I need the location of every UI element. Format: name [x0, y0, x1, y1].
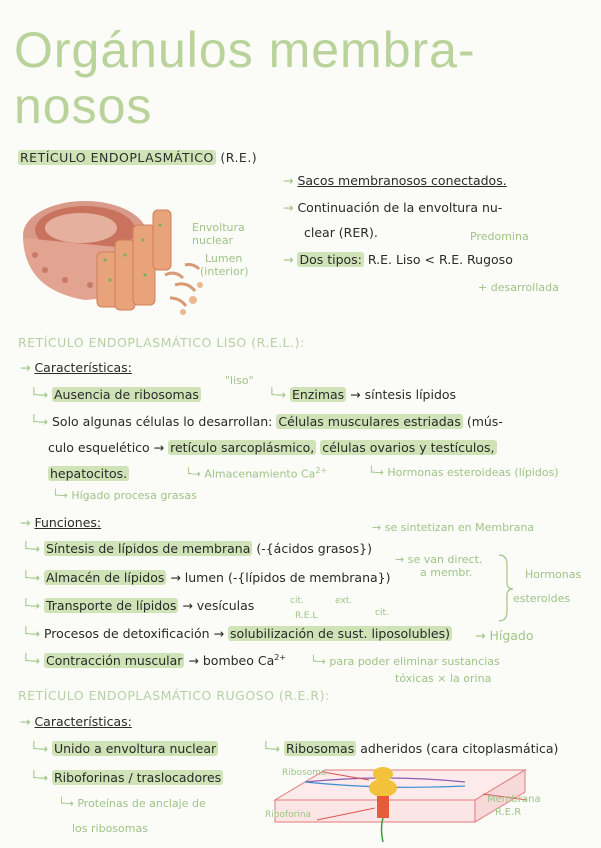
rel-f1: └→ Síntesis de lípidos de membrana (-{ácidos grasos}): [22, 541, 372, 556]
rel-funciones: → Funciones:: [20, 515, 102, 530]
rel-cit2: cit.: [375, 608, 389, 618]
rel-ext: ext.: [335, 596, 353, 606]
rel-hormonas2a: Hormonas: [525, 568, 582, 581]
rel-higado: └→ Hígado procesa grasas: [52, 489, 197, 502]
re-point-2a: → Continuación de la envoltura nu-: [283, 200, 503, 215]
rel-liso: "liso": [225, 374, 254, 387]
rel-line2: culo esquelético → retículo sarcoplásmico, células ovarios y testículos,: [48, 440, 495, 455]
rer-proteinas-1: └→ Proteínas de anclaje de: [58, 797, 206, 810]
label-envoltura-2: nuclear: [192, 234, 234, 247]
re-heading-text: RETÍCULO ENDOPLASMÁTICO: [20, 150, 214, 165]
rel-almacen-ca: └→ Almacenamiento $Ca^{2+}$: [185, 466, 328, 481]
rel-f4: └→ Procesos de detoxificación → solubilización de sust. liposolubles): [22, 626, 451, 641]
rel-f3: └→ Transporte de lípidos → vesículas: [22, 598, 255, 613]
er-illustration: [15, 180, 215, 330]
rel-ausencia: └→ Ausencia de ribosomas: [30, 387, 199, 402]
re-point-3: → Dos tipos: R.E. Liso < R.E. Rugoso: [283, 252, 513, 267]
re-point-1: → Sacos membranosos conectados.: [283, 173, 507, 188]
rel-hormonas: └→ Hormonas esteroideas (lípidos): [368, 466, 559, 479]
brace: [495, 553, 515, 623]
rel-heading: RETÍCULO ENDOPLASMÁTICO LISO (R.E.L.):: [18, 335, 305, 350]
rer-proteinas-2: los ribosomas: [72, 822, 148, 835]
lbl-ribosoma: Ribosoma: [282, 768, 327, 778]
label-envoltura-1: Envoltura: [192, 221, 245, 234]
rel-hormonas2b: esteroides: [513, 592, 571, 605]
re-heading-abbr: (R.E.): [220, 150, 258, 165]
rel-solo: └→ Solo algunas células lo desarrollan: Células musculares estriadas (mús-: [30, 414, 503, 429]
rel-cit1: cit.: [290, 596, 304, 606]
rer-riboforinas: └→ Riboforinas / traslocadores: [30, 770, 222, 785]
predomina: Predomina: [470, 230, 529, 243]
page-title-cont: nosos: [14, 78, 153, 134]
rel-rel-small: R.E.L: [295, 611, 318, 621]
rer-heading: RETÍCULO ENDOPLASMÁTICO RUGOSO (R.E.R):: [18, 688, 330, 703]
rel-f2: └→ Almacén de lípidos → lumen (-{lípidos de membrana}): [22, 570, 391, 585]
rel-sintetizan: → se sintetizan en Membrana: [372, 521, 535, 534]
rer-unido: └→ Unido a envoltura nuclear: [30, 741, 217, 756]
rel-van1: → se van direct.: [395, 553, 483, 566]
re-heading: [18, 150, 257, 165]
rel-enzimas: └→ Enzimas → síntesis lípidos: [268, 387, 457, 402]
lbl-membrana-2: R.E.R: [495, 807, 522, 818]
rel-hepatocitos: hepatocitos.: [50, 466, 128, 481]
rel-higado2: → Hígado: [475, 628, 534, 643]
rer-caract: → Características:: [20, 714, 132, 729]
rel-caract: → Características:: [20, 360, 132, 375]
rel-para1: └→ para poder eliminar sustancias: [310, 655, 500, 668]
label-lumen-1: Lumen: [205, 252, 243, 265]
rel-van2: a membr.: [420, 566, 473, 579]
lbl-membrana-1: Membrana: [487, 794, 541, 805]
desarrollada: + desarrollada: [478, 281, 559, 294]
rer-ribosomas: └→ Ribosomas adheridos (cara citoplasmática): [262, 741, 559, 756]
page-title: Orgánulos membra-: [14, 22, 476, 78]
re-point-2b: clear (RER).: [304, 225, 378, 240]
rel-para2: tóxicas × la orina: [395, 672, 492, 685]
rel-f5: └→ Contracción muscular → bombeo $Ca^{2+}$: [22, 653, 287, 669]
label-lumen-2: (interior): [200, 265, 249, 278]
lbl-riboforina: Riboforina: [265, 810, 312, 820]
